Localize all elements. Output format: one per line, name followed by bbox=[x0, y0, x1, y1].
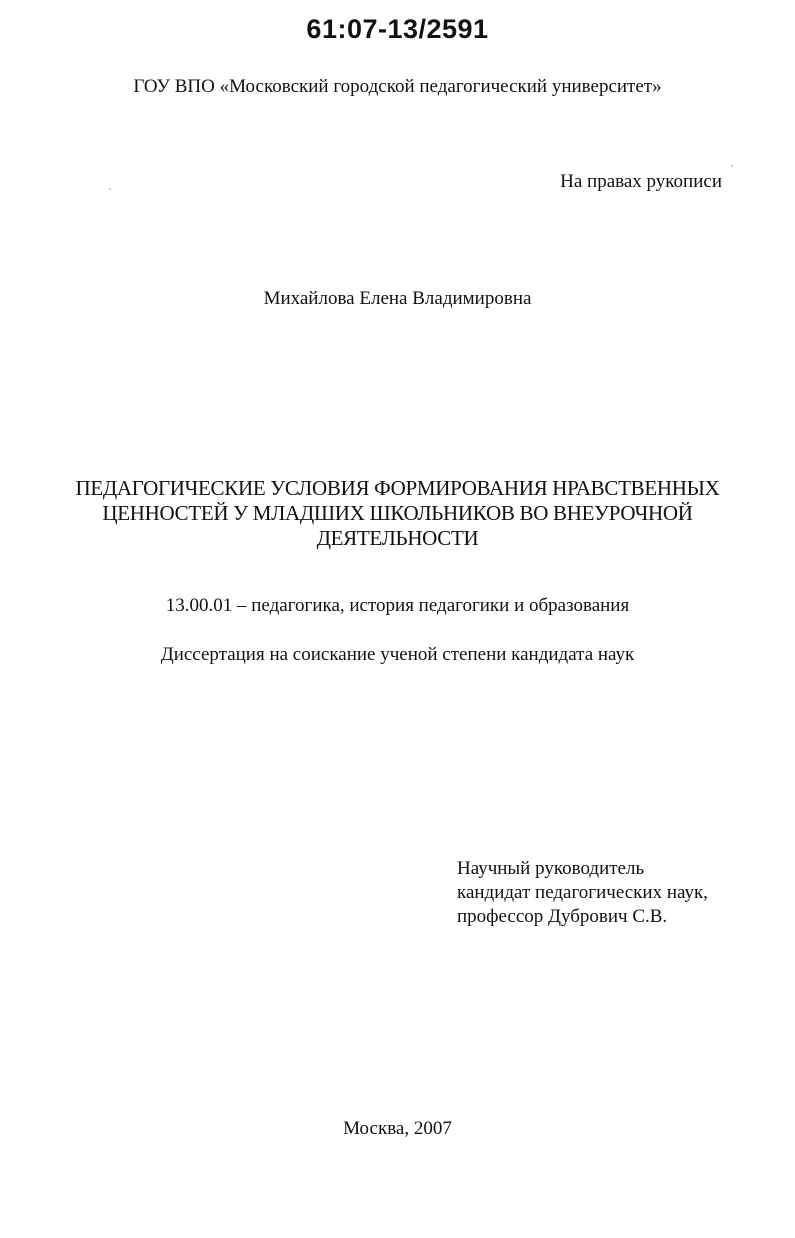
organization-name: ГОУ ВПО «Московский городской педагогический университет» bbox=[133, 76, 662, 97]
scientific-supervisor bbox=[457, 857, 708, 929]
degree-statement: Диссертация на соискание ученой степени кандидата наук bbox=[160, 644, 635, 665]
scan-speck bbox=[109, 188, 111, 190]
scan-speck bbox=[731, 165, 733, 167]
supervisor-line-3: профессор Дубрович С.В. bbox=[457, 906, 668, 927]
supervisor-line-1: Научный руководитель bbox=[457, 858, 645, 879]
specialty-code: 13.00.01 – педагогика, история педагогики и образования bbox=[165, 595, 630, 616]
supervisor-line-2: кандидат педагогических наук, bbox=[457, 882, 708, 903]
dissertation-title bbox=[60, 476, 735, 551]
archive-stamp-number: 61:07-13/2591 bbox=[306, 14, 489, 44]
manuscript-rights-note: На правах рукописи bbox=[560, 171, 722, 192]
title-line-1: ПЕДАГОГИЧЕСКИЕ УСЛОВИЯ ФОРМИРОВАНИЯ НРАВСТВЕННЫХ bbox=[75, 476, 720, 500]
title-line-3: ДЕЯТЕЛЬНОСТИ bbox=[316, 526, 479, 550]
city-year: Москва, 2007 bbox=[343, 1118, 452, 1139]
title-line-2: ЦЕННОСТЕЙ У МЛАДШИХ ШКОЛЬНИКОВ ВО ВНЕУРОЧНОЙ bbox=[102, 501, 693, 525]
author-name: Михайлова Елена Владимировна bbox=[263, 288, 532, 309]
